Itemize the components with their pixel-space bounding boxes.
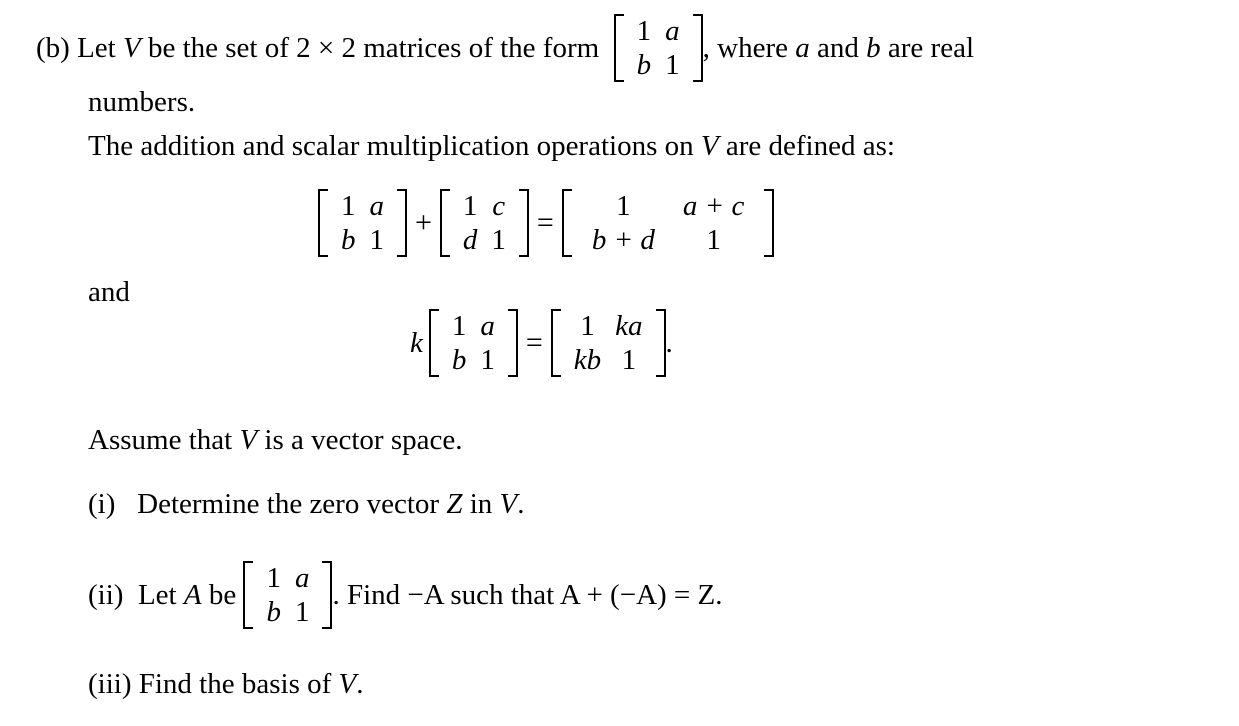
question-ii-text: . Find −A such that A + (−A) = Z. [332, 578, 723, 611]
assumption: Assume that V is a vector space. [88, 424, 463, 456]
word-and: and [817, 31, 859, 64]
set-symbol: V [122, 31, 141, 64]
line1-text-d: are real [887, 31, 974, 64]
question-iii-label: (iii) [88, 668, 132, 700]
question-iii: (iii) Find the basis of V. [88, 668, 364, 700]
line1-text-b: be the set of 2 × 2 matrices of the form [147, 31, 600, 64]
and-word: and [88, 276, 130, 308]
addition-right-matrix: 1 c d 1 [440, 189, 529, 257]
line-1 [36, 10, 974, 86]
scalar-period: . [665, 326, 673, 359]
line1-text-c: , where [702, 31, 789, 64]
plus-sign: + [415, 206, 432, 239]
var-b: b [866, 31, 881, 64]
equals-sign: = [525, 326, 543, 359]
operations-intro: The addition and scalar multiplication operations on V are defined as: [88, 130, 895, 162]
line1-text-a: Let [77, 31, 116, 64]
scalar-k: k [410, 326, 423, 359]
scalar-output-matrix: 1 ka kb 1 [551, 309, 666, 377]
question-ii: (ii) Let A be 1 a b 1 . Find −A such that A + (−A) = Z. [88, 562, 723, 628]
scalar-equation [410, 300, 673, 386]
equals-sign: = [536, 206, 554, 239]
form-matrix: 1 a b 1 [614, 14, 703, 82]
matrix-A: 1 a b 1 [243, 561, 332, 629]
scalar-input-matrix: 1 a b 1 [429, 309, 518, 377]
addition-left-matrix: 1 a b 1 [318, 189, 407, 257]
question-ii-label: (ii) [88, 578, 124, 611]
addition-result-matrix: 1 a + c b + d 1 [562, 189, 775, 257]
var-a: a [795, 31, 810, 64]
line-2: numbers. [88, 86, 196, 118]
question-i: (i) Determine the zero vector Z in V. [88, 488, 525, 520]
addition-equation [318, 180, 774, 266]
question-i-label: (i) [88, 488, 116, 520]
part-label: (b) [36, 31, 70, 64]
